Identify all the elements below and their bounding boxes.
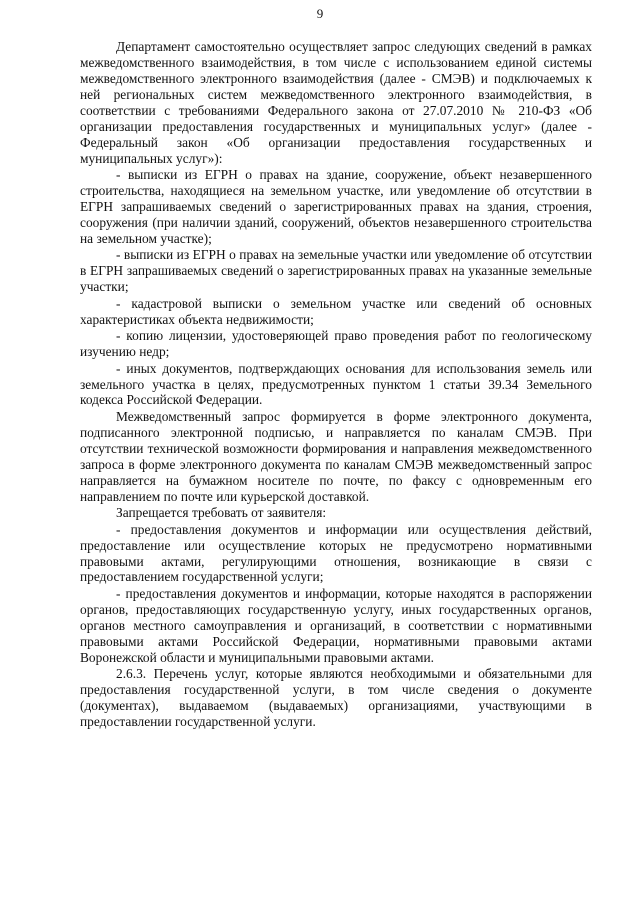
list-item: - предоставления документов и информации, которые находятся в распоряжении органов, предоставляющих государственную услугу, иных государственных органов, органов местного самоуправления и организаций, в соответствии с нормативными правовыми актами Российской Федерации, нормативными правовыми актами Воронежской области и муниципальными правовыми актами. [80,585,592,665]
list-item: - копию лицензии, удостоверяющей право проведения работ по геологическому изучению недр; [80,328,592,360]
list-item: - кадастровой выписки о земельном участке или сведений об основных характеристиках объекта недвижимости; [80,295,592,327]
paragraph-section-2-6-3: 2.6.3. Перечень услуг, которые являются необходимыми и обязательными для предоставления государственной услуги, в том числе сведения о документе (документах), выдаваемом (выдаваемых) организациями, участвующими в предоставлении государственной услуги. [80,666,592,730]
paragraph-prohibited-heading: Запрещается требовать от заявителя: [116,505,327,521]
list-item: - выписки из ЕГРН о правах на земельные участки или уведомление об отсутствии в ЕГРН запрашиваемых сведений о зарегистрированных правах на указанные земельные участки; [80,247,592,295]
list-item: - предоставления документов и информации или осуществления действий, предоставление или осуществление которых не предусмотрено нормативными правовыми актами, регулирующими отношения, возникающие в связи с предоставлением государственной услуги; [80,521,592,585]
page-number: 9 [316,6,324,21]
paragraph-intro: Департамент самостоятельно осуществляет запрос следующих сведений в рамках межведомственного взаимодействия, в том числе с использованием единой системы межведомственного электронного взаимодействия (далее - СМЭВ) и подключаемых к ней региональных систем межведомственного электронного взаимодействия, в соответствии с требованиями Федерального закона от 27.07.2010 № 210-ФЗ «Об организации предоставления государственных и муниципальных услуг» (далее - Федеральный закон «Об организации предоставления государственных и муниципальных услуг»): [80,39,592,166]
paragraph-interagency-request: Межведомственный запрос формируется в форме электронного документа, подписанного электронной подписью, и направляется по каналам СМЭВ. При отсутствии технической возможности формирования и направления межведомственного запроса в форме электронного документа по каналам СМЭВ межведомственный запрос направляется на бумажном носителе по почте, по факсу с одновременным его направлением по почте или курьерской доставкой. [80,408,592,504]
list-item: - иных документов, подтверждающих основания для использования земель или земельного участка в целях, предусмотренных пунктом 1 статьи 39.34 Земельного кодекса Российской Федерации. [80,360,592,408]
list-item: - выписки из ЕГРН о правах на здание, сооружение, объект незавершенного строительства, находящиеся на земельном участке, или уведомление об отсутствии в ЕГРН запрашиваемых сведений о зарегистрированных правах на здания, строения, сооружения (при наличии зданий, сооружений, объектов незавершенного строительства на земельном участке); [80,167,592,246]
document-body [80,39,592,730]
